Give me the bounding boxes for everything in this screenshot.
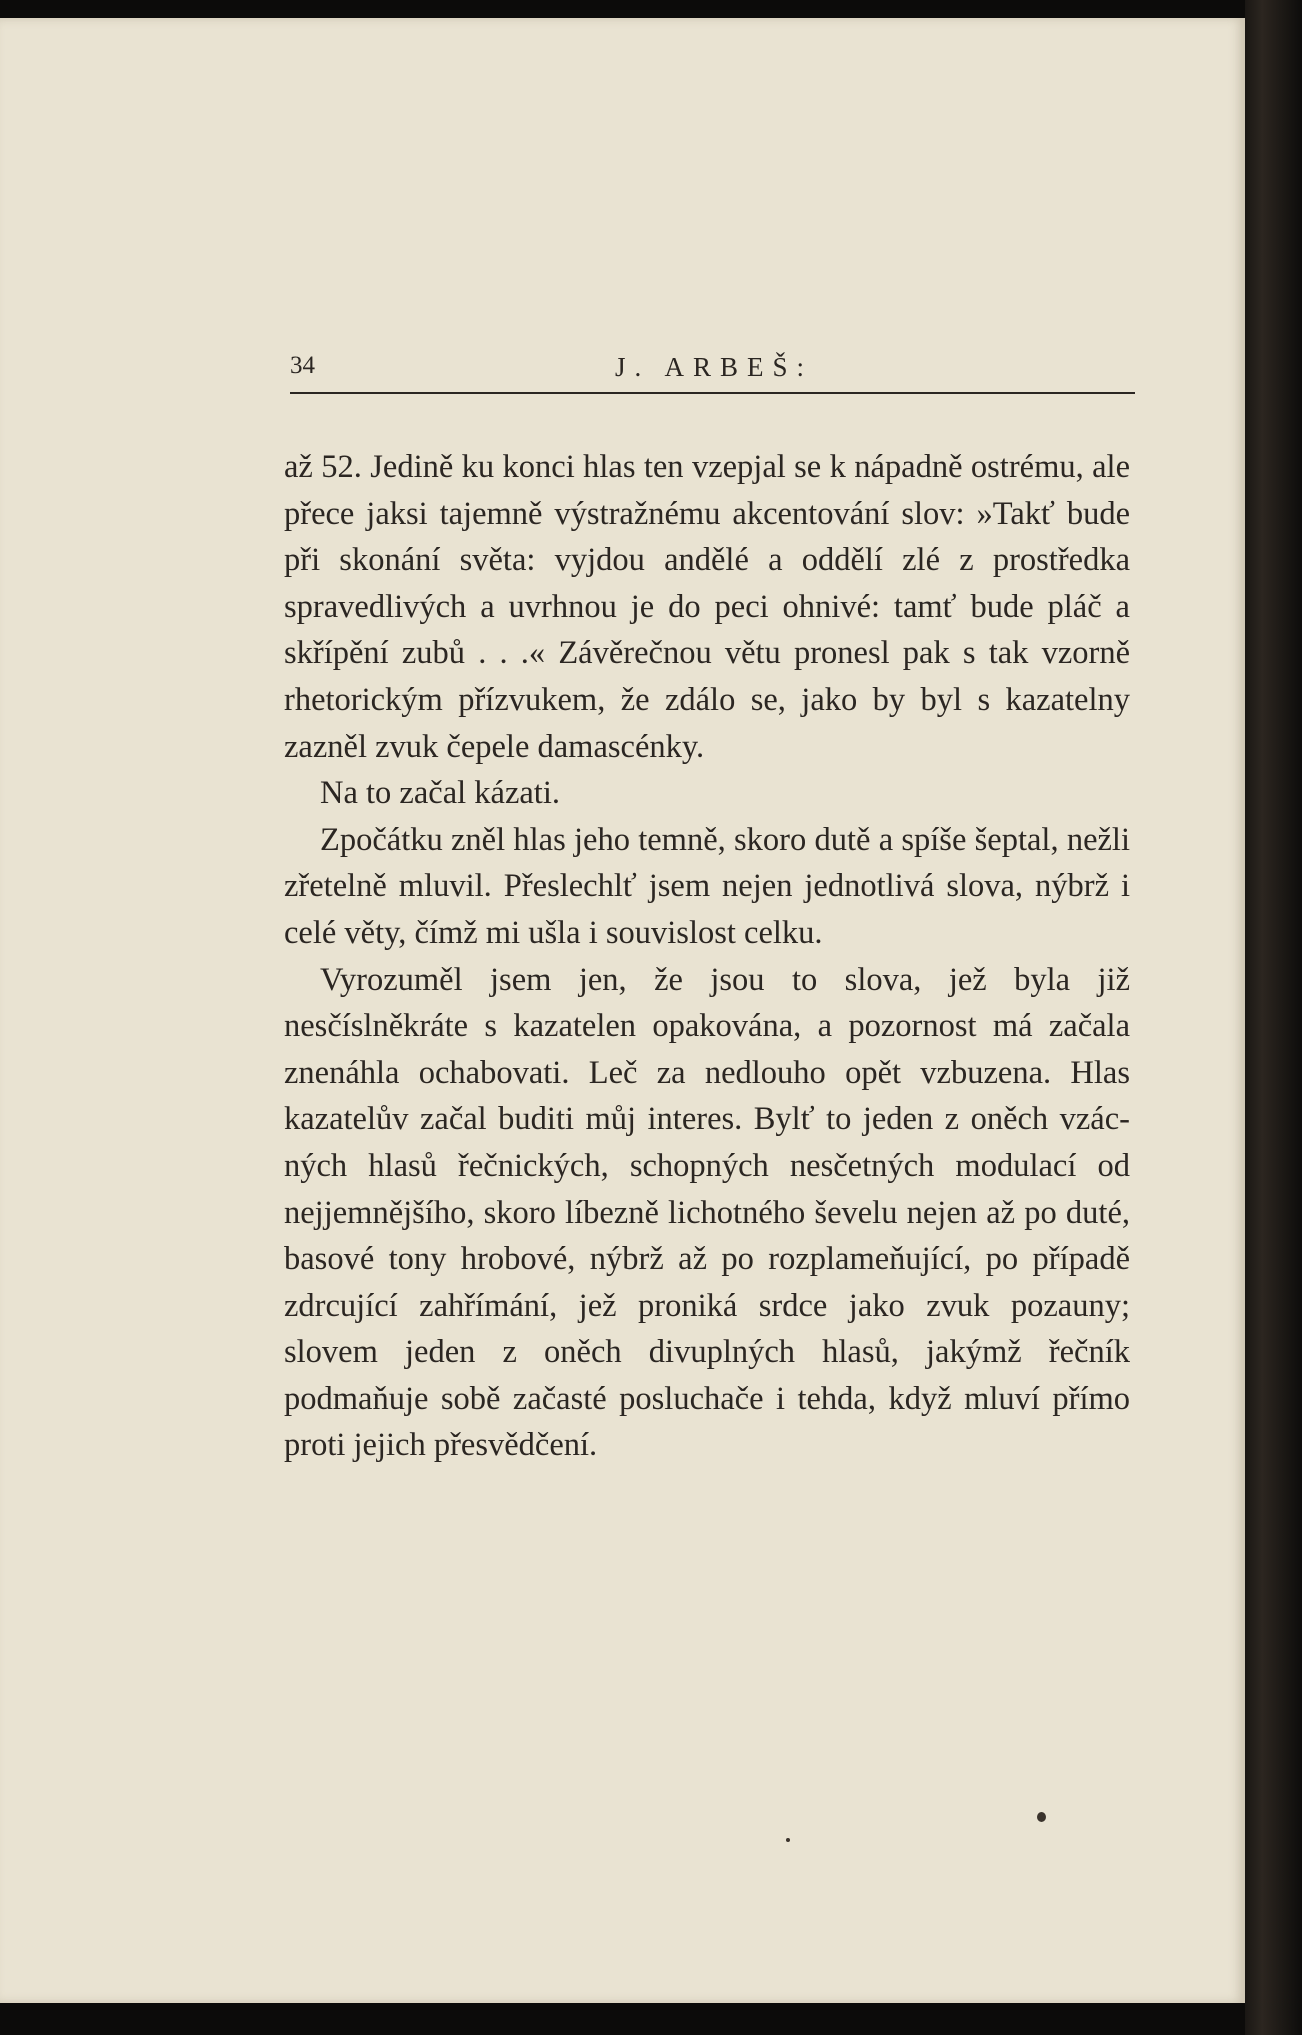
paragraph: Na to začal kázati. (320, 775, 560, 812)
body-text (284, 444, 1130, 1469)
page-number: 34 (290, 352, 315, 379)
running-head: J. ARBEŠ: (615, 352, 814, 382)
book-spine (1245, 0, 1302, 2035)
paragraph: Zpočátku zněl hlas jeho temně, skoro dutě a spíše šeptal, nežli zřetelně mluvil. Přeslechlť jsem nejen jednotlivá slova, nýbrž i celé věty, čímž mi ušla i souvislost celku. (284, 821, 1130, 951)
page-header (290, 352, 1135, 394)
paragraph: až 52. Jedině ku konci hlas ten vzepjal se k nápadně ostrému, ale přece jaksi tajemně výstražnému akcentování slov: »Takť bude při skonání světa: vyjdou andělé a oddělí zlé z prostředka spravedlivých a uvrhnou je do peci ohnivé: tamť bude pláč a skřípění zubů . . .« Závěrečnou větu pronesl pak s tak vzorně rhetorickým přízvukem, že zdálo se, jako by byl s kazatelny zazněl zvuk čepele damascénky. (284, 449, 1130, 765)
ink-speck (1037, 1812, 1046, 1822)
paragraph: Vyrozuměl jsem jen, že jsou to slova, jež byla již nesčíslněkráte s kazatelen opakována, a pozornost má začala znenáhla ochabovati. Leč za nedlouho opět vzbuzena. Hlas kazatelův začal buditi můj interes. Bylť to jeden z oněch vzácných hlasů řečnických, schopných nesčetných modulací od nejjemnějšího, skoro líbezně lichotného ševelu nejen až po duté, basové tony hrobové, nýbrž až po rozplameňující, po případě zdrcující zahřímání, jež proniká srdce jako zvuk pozauny; slovem jeden z oněch divuplných hlasů, jakýmž řečník podmaňuje sobě začasté posluchače i tehda, když mluví přímo proti jejich přesvědčení. (284, 961, 1130, 1464)
ink-speck (786, 1838, 790, 1842)
